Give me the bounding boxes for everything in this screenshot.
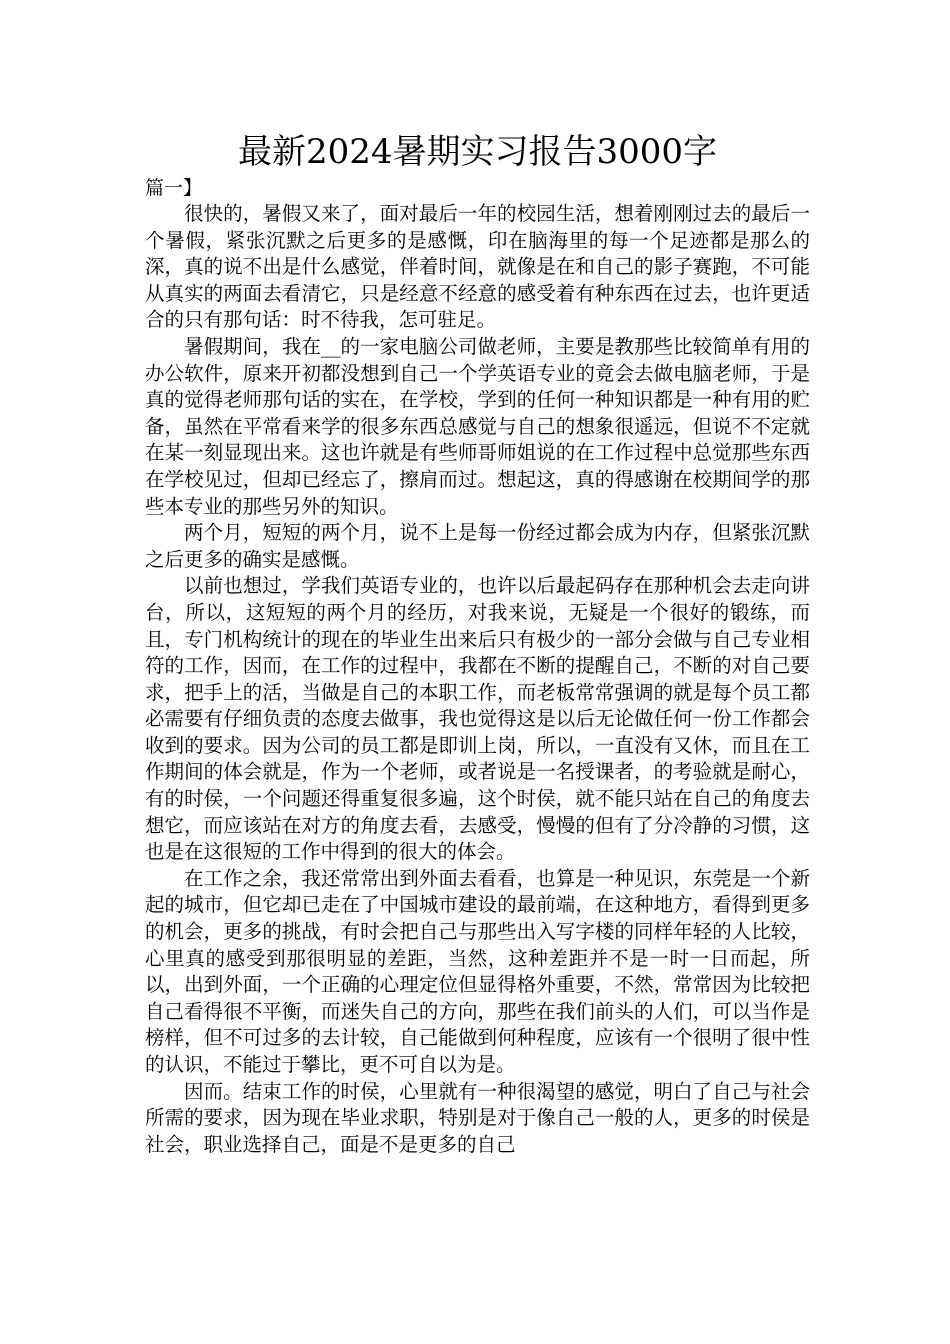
- paragraph-6: 因而。结束工作的时侯，心里就有一种很渴望的感觉，明白了自己与社会所需的要求，因为现在毕业求职，特别是对于像自己一般的人，更多的时侯是社会，职业选择自己，面是不是更多的自己: [145, 1079, 810, 1156]
- paragraph-4: 以前也想过，学我们英语专业的，也许以后最起码存在那种机会去走向讲台，所以，这短短的两个月的经历，对我来说，无疑是一个很好的锻练，而且，专门机构统计的现在的毕业生出来后只有极少的一部分会做与自己专业相符的工作，因而，在工作的过程中，我都在不断的提醒自己，不断的对自己要求，把手上的活，当做是自己的本职工作，而老板常常强调的就是每个员工都必需要有仔细负责的态度去做事，我也觉得这是以后无论做任何一份工作都会收到的要求。因为公司的员工都是即训上岗，所以，一直没有又休，而且在工作期间的体会就是，作为一个老师，或者说是一名授课者，的考验就是耐心，有的时侯，一个问题还得重复很多遍，这个时侯，就不能只站在自己的角度去想它，而应该站在对方的角度去看，去感受，慢慢的但有了分冷静的习惯，这也是在这很短的工作中得到的很大的体会。: [145, 574, 810, 864]
- paragraph-5: 在工作之余，我还常常出到外面去看看，也算是一种见识，东莞是一个新起的城市，但它却已走在了中国城市建设的最前端，在这种地方，看得到更多的机会，更多的挑战，有时会把自己与那些出入写字楼的同样年轻的人比较，心里真的感受到那很明显的差距，当然，这种差距并不是一时一日而起，所以，出到外面，一个正确的心理定位但显得格外重要，不然，常常因为比较把自己看得很不平衡，而迷失自己的方向，那些在我们前头的人们，可以当作是榜样，但不可过多的去计较，自己能做到何种程度，应该有一个很明了很中性的认识，不能过于攀比，更不可自以为是。: [145, 866, 810, 1076]
- paragraph-1: 很快的，暑假又来了，面对最后一年的校园生活，想着刚刚过去的最后一个暑假，紧张沉默之后更多的是感慨，印在脑海里的每一个足迹都是那么的深，真的说不出是什么感觉，伴着时间，就像是在和自己的影子赛跑，不可能从真实的两面去看清它，只是经意不经意的感受着有种东西在过去，也许更适合的只有那句话：时不待我，怎可驻足。: [145, 202, 810, 332]
- document-page: [145, 128, 810, 1158]
- document-title: 最新2024暑期实习报告3000字: [237, 132, 718, 172]
- paragraph-3: 两个月，短短的两个月，说不上是每一份经过都会成为内存，但紧张沉默之后更多的确实是感慨。: [145, 521, 810, 571]
- paragraph-2: 暑假期间，我在__的一家电脑公司做老师，主要是教那些比较简单有用的办公软件，原来开初都没想到自己一个学英语专业的竟会去做电脑老师，于是真的觉得老师那句话的实在，在学校，学到的任何一种知识都是一种有用的贮备，虽然在平常看来学的很多东西总感觉与自己的想象很遥远，但说不不定就在某一刻显现出来。这也许就是有些师哥师姐说的在工作过程中总觉那些东西在学校见过，但却已经忘了，擦肩而过。想起这，真的得感谢在校期间学的那些本专业的那些另外的知识。: [145, 334, 810, 518]
- section-label: 篇一】: [145, 177, 203, 199]
